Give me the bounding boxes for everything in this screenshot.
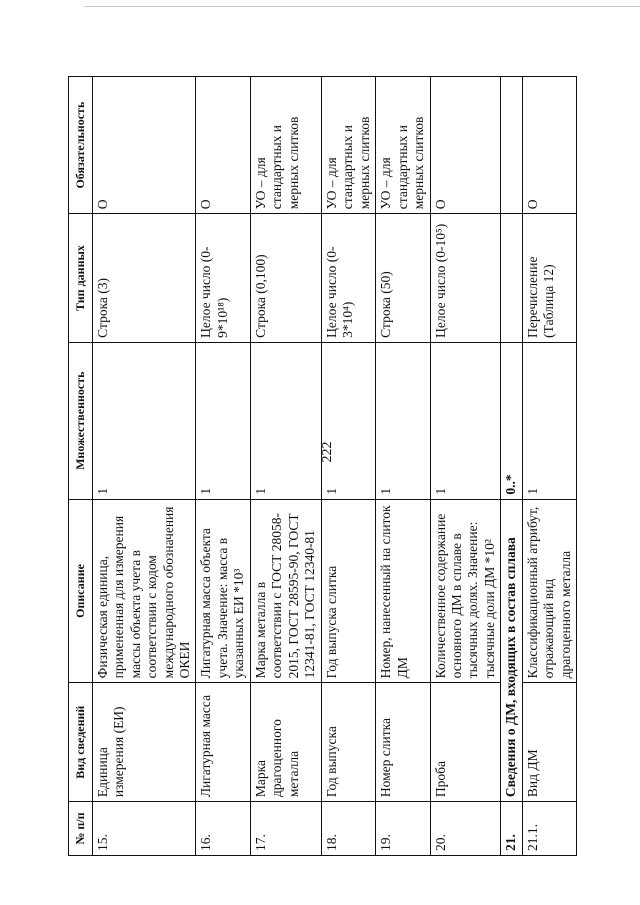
row-data-type: Строка (0,100) <box>250 214 321 343</box>
row-multiplicity: 1 <box>430 342 501 499</box>
row-description: Количественное содержание основного ДМ в сплаве в тысячных долях. Значение: тысячные доли ДМ *10² <box>430 499 501 683</box>
row-kind: Проба <box>430 683 501 802</box>
row-required: УО – для стандартных и мерных слитков <box>376 77 430 214</box>
page-number: 222 <box>320 441 335 463</box>
rotated-table-container <box>68 96 573 856</box>
row-data-type: Перечисление (Таблица 12) <box>522 214 576 343</box>
section-multiplicity: 0..* <box>501 342 522 499</box>
row-required: О <box>196 77 250 214</box>
row-kind: Единица измерения (ЕИ) <box>92 683 196 802</box>
header-data-type: Тип данных <box>69 214 93 343</box>
table-row <box>522 77 576 856</box>
row-num: 21.1. <box>522 802 576 856</box>
row-data-type: Строка (50) <box>376 214 430 343</box>
header-description: Описание <box>69 499 93 683</box>
row-required: О <box>92 77 196 214</box>
row-num: 15. <box>92 802 196 856</box>
row-num: 18. <box>321 802 375 856</box>
row-description: Номер, нанесенный на слиток ДМ <box>376 499 430 683</box>
section-empty-cell <box>501 77 522 214</box>
row-multiplicity: 1 <box>250 342 321 499</box>
row-data-type: Целое число (0-9*10¹⁸) <box>196 214 250 343</box>
row-required: УО – для стандартных и мерных слитков <box>321 77 375 214</box>
table-row <box>376 77 430 856</box>
data-table <box>68 76 577 856</box>
table-row <box>196 77 250 856</box>
section-num: 21. <box>501 802 522 856</box>
row-data-type: Целое число (0-10⁵) <box>430 214 501 343</box>
scan-edge-line <box>84 6 640 7</box>
section-row <box>501 77 522 856</box>
row-required: УО – для стандартных и мерных слитков <box>250 77 321 214</box>
table-header-row <box>69 77 93 856</box>
row-multiplicity: 1 <box>321 342 375 499</box>
row-num: 20. <box>430 802 501 856</box>
row-required: О <box>522 77 576 214</box>
row-kind: Вид ДМ <box>522 683 576 802</box>
table-row <box>92 77 196 856</box>
row-multiplicity: 1 <box>522 342 576 499</box>
row-description: Марка металла в соответствии с ГОСТ 28058-2015, ГОСТ 28595-90, ГОСТ 12341-81, ГОСТ 12340-81 <box>250 499 321 683</box>
row-num: 19. <box>376 802 430 856</box>
row-required: О <box>430 77 501 214</box>
row-description: Классификационный атрибут, отражающий вид драгоценного металла <box>522 499 576 683</box>
row-data-type: Целое число (0-3*10⁴) <box>321 214 375 343</box>
row-data-type: Строка (3) <box>92 214 196 343</box>
section-empty-cell <box>501 214 522 343</box>
row-kind: Лигатурная масса <box>196 683 250 802</box>
row-kind: Год выпуска <box>321 683 375 802</box>
row-description: Лигатурная масса объекта учета. Значение: масса в указанных ЕИ *10³ <box>196 499 250 683</box>
header-num: № п/п <box>69 802 93 856</box>
row-multiplicity: 1 <box>196 342 250 499</box>
header-kind: Вид сведений <box>69 683 93 802</box>
row-description: Год выпуска слитка <box>321 499 375 683</box>
row-multiplicity: 1 <box>92 342 196 499</box>
row-kind: Номер слитка <box>376 683 430 802</box>
table-row <box>430 77 501 856</box>
row-num: 17. <box>250 802 321 856</box>
table-row <box>250 77 321 856</box>
header-multiplicity: Множественность <box>69 342 93 499</box>
row-kind: Марка драгоценного металла <box>250 683 321 802</box>
section-title: Сведения о ДМ, входящих в состав сплава <box>501 499 522 802</box>
row-multiplicity: 1 <box>376 342 430 499</box>
table-row <box>321 77 375 856</box>
row-num: 16. <box>196 802 250 856</box>
row-description: Физическая единица, примененная для измерения массы объекта учета в соответствии с кодом международного обозначения ОКЕИ <box>92 499 196 683</box>
header-required: Обязательность <box>69 77 93 214</box>
